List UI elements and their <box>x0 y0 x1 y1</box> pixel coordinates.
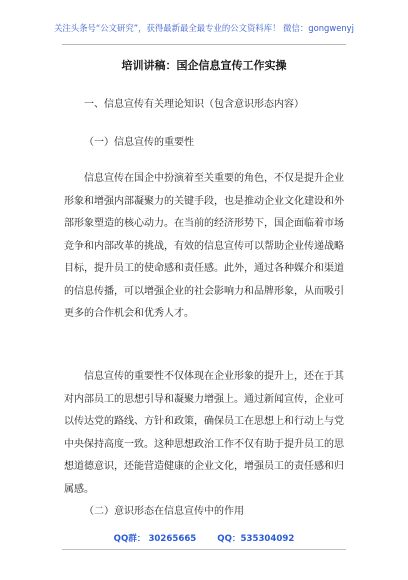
document-title: 培训讲稿：国企信息宣传工作实操 <box>121 59 287 72</box>
footer-qq: QQ：535304092 <box>217 534 295 544</box>
section-heading-1: 一、信息宣传有关理论知识（包含意识形态内容） <box>84 99 304 110</box>
subsection-heading-2: （二）意识形态在信息宣传中的作用 <box>84 506 244 517</box>
paragraph-2: 信息宣传的重要性不仅体现在企业形象的提升上，还在于其对内部员工的思想引导和凝聚力增强上。通过新闻宣传，企业可以传达党的路线、方针和政策，确保员工在思想上和行动上与党中央保持高度一致。这种思想政治工作不仅有助于提升员工的思想道德意识，还能营造健康的企业文化，增强员工的责任感和归属感。 <box>64 371 344 495</box>
header-banner: 关注头条号“公文研究”，获得最新最全最专业的公文资料库！ 微信：gongwenyj <box>54 23 354 33</box>
footer-contact <box>0 532 408 544</box>
header-divider <box>62 44 346 45</box>
paragraph-1: 信息宣传在国企中扮演着至关重要的角色，不仅是提升企业形象和增强内部凝聚力的关键手段，也是推动企业文化建设和外部形象塑造的核心动力。在当前的经济形势下，国企面临着市场竞争和内部改革的挑战，有效的信息宣传可以帮助企业传递战略目标，提升员工的使命感和责任感。此外，通过各种媒介和渠道的信息传播，可以增强企业的社会影响力和品牌形象，从而吸引更多的合作机会和优秀人才。 <box>64 173 344 319</box>
subsection-heading-1: （一）信息宣传的重要性 <box>84 137 194 148</box>
footer-qq-group: QQ群： 30265665 <box>113 534 197 544</box>
footer-divider <box>62 549 346 550</box>
